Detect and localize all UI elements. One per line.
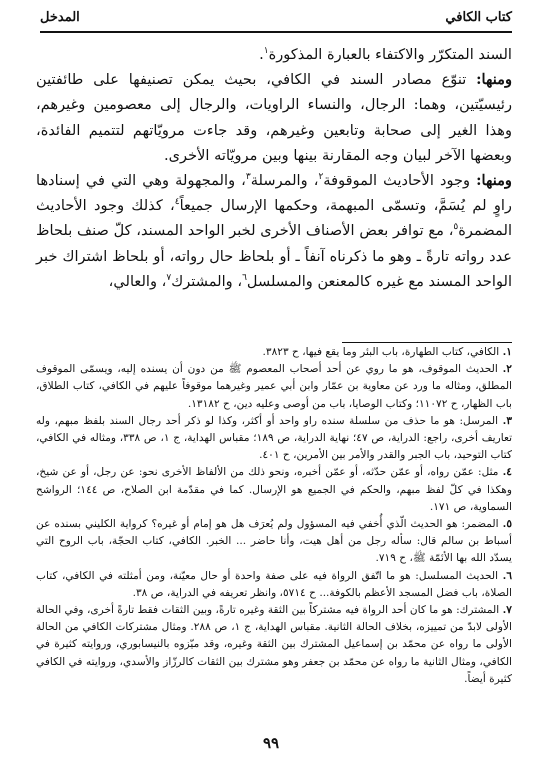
footnote-text: الحديث الموقوف، هو ما روي عن أحد أصحاب المعصوم ﷺ من دون أن يسنده إليه، ويسمّى الموقوف المطلق، ومثاله ما ورد عن معاوية بن عمّار وابن أبي عمير وغيرهما موقوفاً عليهم في الكافي، كتاب الطلاق، باب الظهار، ح ١١٠٧٢؛ وكتاب الوصايا، باب من أوصى وعليه دين، ح ١٣١٨٢. <box>36 363 512 410</box>
footnote-4 <box>36 464 512 516</box>
footnote-ref-3: ٣ <box>245 172 251 183</box>
book-title: كتاب الكافي <box>445 10 512 25</box>
paragraph-1: السند المتكرّر والاكتفاء بالعبارة المذكورة$^١$. <box>259 46 512 63</box>
footnote-6 <box>36 568 512 602</box>
page-number: ٩٩ <box>262 734 280 752</box>
footnote-text: المضمر: هو الحديث الّذي أُخفي فيه المسؤول ولم يُعرَف هل هو إمام أو غيره؟ كرواية الكليني بسنده عن أسباط بن سالم قال: سأله رجل من أهل هيت، وأنا حاضر ... الخبر. الكافي، كتاب الحجّة، باب الروح التي يسدّد الله بها الأئمّة ﷺ، ح ٧١٩. <box>36 518 512 565</box>
footnote-text: المرسل: هو ما حذف من سلسلة سنده راو واحد أو أكثر، وكذا لو ذكر أحد رجال السند بلفظ مبهم، وله تعاريف أخرى، راجع: الدراية، ص ٤٧؛ نهاية الدراية، ص ١٨٩؛ مقباس الهداية، ج ١، ص ٣٣٨، ومثاله في الكافي، كتاب التوحيد، باب الجبر والقدر والأمر بين الأمرين، ح ٤٠١. <box>36 414 513 462</box>
footnote-separator <box>342 342 512 343</box>
footnote-text: الحديث المسلسل: هو ما اتّفق الرواة فيه على صفة واحدة أو حال معيّنة، ومن أمثلته في الكافي، كتاب الصلاة، باب فضل المسجد الأعظم بالكوفة... ح ٥٧١٤، وانظر تعريفه في الدراية، ص ٣٨. <box>36 569 512 599</box>
footnote-2 <box>36 361 512 413</box>
footnote-ref-5: ٥ <box>453 222 459 233</box>
footnotes <box>36 344 512 688</box>
paragraph-3-text-a: وجود الأحاديث الموقوفة <box>323 172 477 190</box>
paragraph-2-lead: ومنها: <box>476 71 512 89</box>
footnote-number: ٣. <box>502 414 513 427</box>
paragraph-3-text-g: ، والعالي، <box>108 272 167 290</box>
paragraph-3-text-f: ، والمشترك <box>171 272 243 290</box>
paragraph-3-text-c: ، والمجهولة وهي التي في إسنادها راوٍ لم يُسَمَّ، وتسمّى المبهمة، وحكمها الإرسال جميعاً <box>36 172 512 215</box>
footnote-5 <box>36 516 512 568</box>
footnote-number: ٤. <box>502 466 512 479</box>
section-title: المدخل <box>40 10 80 25</box>
footnote-text: المشترك: هو ما كان أحد الرواة فيه مشتركاً بين الثقة وغيره تارةً، وبين الثقات فقط تارةً أخرى، وفي الحالة الأولى لابدّ من تمييزه، بخلاف الحالة الثانية. مقباس الهداية، ج ١، ص ٢٨٨. ومثال مشتركات الكافي من الحالة الأولى ما رواه عن محمّد بن إسماعيل المشترك بين الثقة وغيره، وقد ميّزوه بالنيسابوري، وروايته كثيرة في الكافي، ومثال الثانية ما رواه عن محمّد بن جعفر وهو مشترك بين الثقات كالرزّاز والأسدي، وروايته في الكافي كثيرة أيضاً. <box>36 604 513 685</box>
paragraph-3-lead: ومنها: <box>476 172 512 190</box>
footnote-number: ٧. <box>502 604 512 617</box>
footnote-text: مثل: عمّن رواه، أو عمّن حدّثه، أو عمّن أخبره، ونحو ذلك من الألفاظ الأخرى نحو: عن رجل، أو عن شيخ، وهكذا في كلّ لفظ مبهم، والحكم في الجميع هو الإرسال. كما في مقدّمة ابن الصلاح، ص ١٤٤؛ الرواشح السماوية، ص ١٧١. <box>36 466 513 513</box>
running-header <box>40 6 512 30</box>
paragraph-3-text-d: ، كذلك وجود الأحاديث المضمرة <box>36 197 512 240</box>
footnote-ref-7: ٧ <box>166 272 172 283</box>
paragraph-3-text-b: ، والمرسلة <box>250 172 319 190</box>
footnote-ref-2: ٢ <box>318 172 324 183</box>
footnote-3 <box>36 413 512 465</box>
paragraph-3-text-e: ، مع توافر بعض الأصناف الأخرى لخبر الواحد المسند، كلّ صنف بلحاظ عدد رواته تارةً ـ وهو ما ذكرناه آنفاً ـ أو بلحاظ حال رواته، أو بلحاظ اشتراك خبر الواحد المسند مع غيره كالمعنعن والمسلسل <box>36 222 512 290</box>
header-rule <box>40 31 512 33</box>
footnote-number: ١. <box>502 346 512 358</box>
main-text <box>36 42 512 294</box>
paragraph-3 <box>36 168 512 294</box>
footnote-7 <box>36 602 512 688</box>
footnote-ref-4: ٤ <box>174 197 180 208</box>
paragraph-2-text: تنوّع مصادر السند في الكافي، بحيث يمكن تصنيفها على طائفتين رئيسيّتين، وهما: الرجال، والنساء الراويات، والرجال إلى معصومين وغيرهم، وهذا الغير إلى صحابة وتابعين وغيرهم، وقد جاءت مرويّاتهم لتتميم الفائدة، وبعضها الآخر لبيان وجه المقارنة بينها وبين مرويّاته الأخرى. <box>36 71 512 164</box>
footnote-ref-1: ١ <box>263 46 269 57</box>
paragraph-1-text: السند المتكرّر والاكتفاء بالعبارة المذكورة <box>268 46 512 63</box>
paragraph-2 <box>36 67 512 168</box>
footnote-number: ٦. <box>502 569 513 582</box>
footnote-ref-6: ٦ <box>242 272 247 283</box>
footnote-number: ٥. <box>502 518 513 531</box>
footnote-text: الكافي، كتاب الطهارة، باب البئر وما يقع فيها، ح ٣٨٢٣. <box>262 346 500 358</box>
footnote-number: ٢. <box>502 363 512 376</box>
footnote-1 <box>36 344 512 361</box>
